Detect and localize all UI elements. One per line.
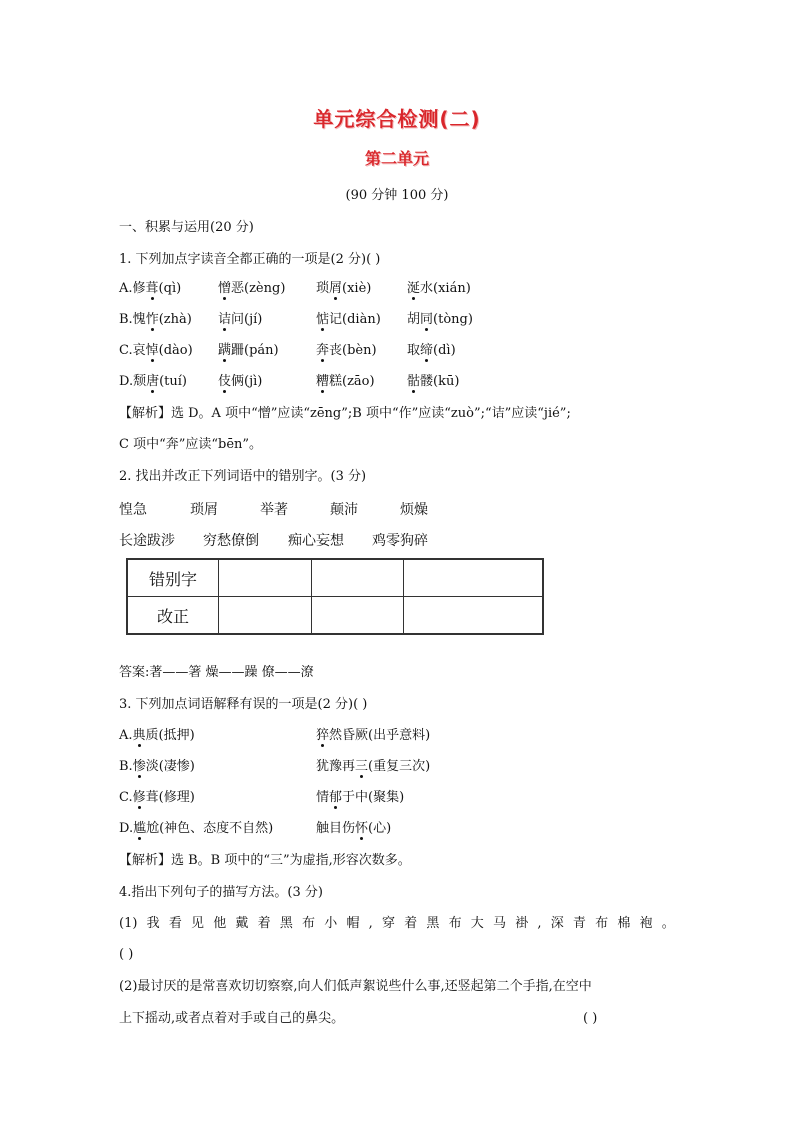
q1-option-a-item: [407, 280, 471, 298]
sentence-char: 看: [168, 916, 182, 931]
sentence-char: 黑: [426, 916, 440, 931]
option-text: C.: [119, 790, 133, 805]
q1-option-d-item: [316, 373, 375, 391]
sentence-char: 青: [572, 916, 586, 931]
option-text: 葺(修理): [145, 790, 195, 805]
q1-option-a-item: [119, 280, 181, 298]
correction-table: [126, 558, 544, 635]
sentence-char: 戴: [235, 916, 249, 931]
option-text: 水(xián): [420, 281, 471, 296]
dotted-character: 奔: [316, 343, 330, 358]
option-text: A.: [119, 728, 133, 743]
table-cell-blank[interactable]: [404, 559, 543, 597]
q1-option-a-item: [316, 280, 371, 298]
sentence-char: 着: [257, 916, 271, 931]
option-text: 糕(zāo): [329, 374, 375, 389]
dotted-character: 怀: [355, 821, 369, 836]
sentence-char: ,: [368, 916, 373, 931]
dotted-character: 郁: [329, 790, 343, 805]
option-text: (xiè): [342, 281, 372, 296]
table-cell-blank[interactable]: [311, 559, 404, 597]
option-text: 情: [316, 790, 330, 805]
option-text: (dì): [433, 343, 456, 358]
q1-option-a-item: [218, 280, 285, 298]
dotted-character: 屑: [329, 281, 343, 296]
option-text: 质(抵押): [145, 728, 195, 743]
q1-option-d-item: [218, 373, 262, 391]
sentence-char: 见: [191, 916, 205, 931]
option-text: 犹豫再: [316, 759, 356, 774]
dotted-character: 修: [132, 790, 146, 805]
q2-word: 烦燥: [400, 502, 428, 518]
q1-stem: 1. 下列加点字读音全都正确的一项是(2 分)( ): [119, 252, 381, 267]
dotted-character: 典: [132, 728, 146, 743]
q2-word: 痴心妄想: [288, 533, 344, 549]
page-subtitle: 第二单元: [364, 149, 429, 168]
sentence-char: 我: [146, 916, 160, 931]
dotted-character: 同: [420, 312, 434, 327]
option-text: 记(diàn): [329, 312, 381, 327]
q1-option-d-item: [407, 373, 459, 391]
option-text: 跚(pán): [231, 343, 279, 358]
dotted-character: 猝: [316, 728, 330, 743]
q1-analysis-line2: C 项中“奔”应读“bēn”。: [119, 437, 263, 452]
sentence-char: 着: [404, 916, 418, 931]
table-header-correct: 改正: [127, 597, 219, 635]
q2-word: 颠沛: [330, 502, 358, 518]
sentence-char: ,: [537, 916, 542, 931]
sentence-char: 帽: [346, 916, 360, 931]
q3-stem: 3. 下列加点词语解释有误的一项是(2 分)( ): [119, 697, 368, 712]
option-text: (重复三次): [368, 759, 431, 774]
q4-sentence1: [119, 915, 675, 933]
option-text: (qì): [158, 281, 182, 296]
option-text: 胡: [407, 312, 421, 327]
option-text: 琐: [316, 281, 330, 296]
option-text: 俩(jì): [231, 374, 263, 389]
sentence-char: 马: [492, 916, 506, 931]
option-text: 然昏厥(出乎意料): [329, 728, 431, 743]
dotted-character: 唐: [146, 374, 160, 389]
dotted-character: 惦: [316, 312, 330, 327]
dotted-character: 糟: [316, 374, 330, 389]
q2-stem: 2. 找出并改正下列词语中的错别字。(3 分): [119, 469, 367, 484]
sentence-char: 他: [213, 916, 227, 931]
dotted-character: 惨: [132, 759, 146, 774]
sentence-char: 褂: [515, 916, 529, 931]
table-header-wrong: 错别字: [127, 559, 219, 597]
table-cell-blank[interactable]: [219, 559, 312, 597]
dotted-character: 伎: [218, 374, 232, 389]
sentence-char: 大: [470, 916, 484, 931]
dotted-character: 三: [355, 759, 369, 774]
dotted-character: 尴: [133, 821, 147, 836]
table-cell-blank[interactable]: [404, 597, 543, 635]
q2-word: 琐屑: [190, 502, 218, 518]
sentence-char: 袍: [639, 916, 653, 931]
dotted-character: 缔: [420, 343, 434, 358]
sentence-char: 。: [661, 916, 675, 931]
option-text: 丧(bèn): [329, 343, 377, 358]
sentence-char: 布: [302, 916, 316, 931]
option-text: 取: [407, 343, 421, 358]
q3-option-d-right: [316, 820, 391, 838]
q4-sentence2-answer-paren[interactable]: ( ): [583, 1011, 598, 1026]
dotted-character: 诘: [218, 312, 232, 327]
option-text: D.颓: [119, 374, 147, 389]
page-title: 单元综合检测(二): [313, 107, 481, 131]
q4-sentence2-line2: 上下摇动,或者点着对手或自己的鼻尖。: [119, 1011, 345, 1026]
sentence-char: 小: [324, 916, 338, 931]
q1-analysis-line1: 【解析】选 D。A 项中“憎”应读“zēng”;B 项中“作”应读“zuò”;“诘”应读“jié”;: [119, 406, 571, 421]
dotted-character: 骷: [407, 374, 421, 389]
q2-answer: 答案:著——箸 燥——躁 僚——潦: [119, 665, 314, 680]
q3-option-d-left: [119, 820, 273, 838]
dotted-character: 涎: [407, 281, 421, 296]
option-text: (zhà): [158, 312, 192, 327]
q3-option-a-left: [119, 727, 195, 745]
sentence-char: 黑: [279, 916, 293, 931]
q1-option-b-item: [407, 311, 473, 329]
q2-word: 举著: [260, 502, 288, 518]
option-text: 触目伤: [316, 821, 356, 836]
sentence-char: (1): [119, 916, 138, 931]
q1-option-c-item: [218, 342, 279, 360]
option-text: B.: [119, 759, 133, 774]
q4-stem: 4.指出下列句子的描写方法。(3 分): [119, 885, 323, 900]
section-heading: 一、积累与运用(20 分): [119, 220, 254, 235]
q4-sentence2-line1: (2)最讨厌的是常喜欢切切察察,向人们低声絮说些什么事,还竖起第二个手指,在空中: [119, 979, 592, 994]
q1-option-c-item: [407, 342, 456, 360]
q2-word: 惶急: [119, 502, 147, 518]
q2-word: 穷愁僚倒: [203, 533, 259, 549]
sentence-char: 穿: [381, 916, 395, 931]
q1-option-c-item: [119, 342, 193, 360]
q3-option-b-right: [316, 758, 430, 776]
option-text: (dào): [158, 343, 193, 358]
option-text: C.哀: [119, 343, 146, 358]
option-text: (tòng): [433, 312, 473, 327]
q3-option-a-right: [316, 727, 430, 745]
dotted-character: 憎: [218, 281, 232, 296]
q4-sentence1-answer-paren[interactable]: ( ): [119, 947, 134, 962]
q3-option-c-right: [316, 789, 404, 807]
dotted-character: 怍: [145, 312, 159, 327]
sentence-char: 棉: [617, 916, 631, 931]
option-text: (tuí): [159, 374, 188, 389]
table-cell-blank[interactable]: [311, 597, 404, 635]
table-cell-blank[interactable]: [219, 597, 312, 635]
option-text: 淡(凄惨): [145, 759, 195, 774]
option-text: D.: [119, 821, 134, 836]
dotted-character: 葺: [145, 281, 159, 296]
q1-option-c-item: [316, 342, 377, 360]
option-text: 恶(zèng): [231, 281, 286, 296]
option-text: 问(jí): [231, 312, 263, 327]
dotted-character: 悼: [145, 343, 159, 358]
exam-meta: (90 分钟 100 分): [345, 188, 449, 203]
q1-option-b-item: [119, 311, 192, 329]
q1-option-b-item: [316, 311, 381, 329]
option-text: (心): [368, 821, 392, 836]
q2-word: 长途跋涉: [119, 533, 175, 549]
sentence-char: 布: [595, 916, 609, 931]
option-text: B.愧: [119, 312, 146, 327]
q3-option-b-left: [119, 758, 195, 776]
sentence-char: 布: [448, 916, 462, 931]
q3-analysis: 【解析】选 B。B 项中的“三”为虚指,形容次数多。: [119, 853, 411, 868]
option-text: 尬(神色、态度不自然): [146, 821, 274, 836]
option-text: A.修: [119, 281, 146, 296]
option-text: 于中(聚集): [342, 790, 405, 805]
q1-option-d-item: [119, 373, 187, 391]
q3-option-c-left: [119, 789, 195, 807]
q2-word: 鸡零狗碎: [372, 533, 428, 549]
sentence-char: 深: [550, 916, 564, 931]
dotted-character: 蹒: [218, 343, 232, 358]
option-text: 髅(kū): [420, 374, 460, 389]
q1-option-b-item: [218, 311, 262, 329]
